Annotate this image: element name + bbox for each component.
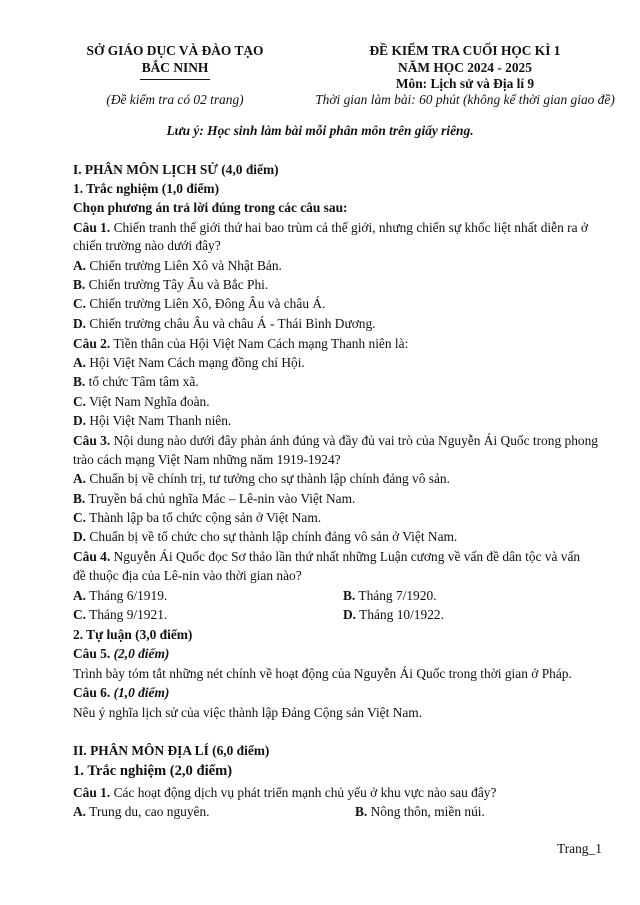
province-underline [140,79,210,80]
q1-option-a: A. Chiến trường Liên Xô và Nhật Bản. [73,258,282,273]
q5-heading: Câu 5. (2,0 điểm) [73,646,170,661]
q4-option-b: B. Tháng 7/1920. [343,588,437,603]
q2-stem: Câu 2. Tiền thân của Hội Việt Nam Cách mạng Thanh niên là: [73,336,409,351]
q4-option-c: C. Tháng 9/1921. [73,607,168,622]
geo-q1-option-b: B. Nông thôn, miền núi. [355,804,485,819]
school-year: NĂM HỌC 2024 - 2025 [398,60,532,75]
q4-option-d: D. Tháng 10/1922. [343,607,444,622]
q1-option-c: C. Chiến trường Liên Xô, Đông Âu và châu Á. [73,296,326,311]
q1-stem-line2: chiến trường nào dưới đây? [73,238,221,253]
q2-option-d: D. Hội Việt Nam Thanh niên. [73,413,232,428]
province-name: BẮC NINH [141,60,209,75]
q3-option-c: C. Thành lập ba tổ chức cộng sản ở Việt Nam. [73,510,322,525]
q2-option-b: B. tổ chức Tâm tâm xã. [73,374,199,389]
page-count-note: (Đề kiểm tra có 02 trang) [106,92,244,107]
q5-text: Trình bày tóm tắt những nét chính về hoạt động của Nguyễn Ái Quốc trong thời gian ở Pháp. [73,666,572,681]
history-essay-title: 2. Tự luận (3,0 điểm) [73,627,193,642]
q3-stem-line1: Câu 3. Nội dung nào dưới đây phản ánh đúng và đầy đủ vai trò của Nguyễn Ái Quốc trong phong [73,433,598,448]
q3-option-a: A. Chuẩn bị về chính trị, tư tưởng cho sự thành lập chính đảng vô sản. [73,471,450,486]
q6-heading: Câu 6. (1,0 điểm) [73,685,170,700]
department-name: SỞ GIÁO DỤC VÀ ĐÀO TẠO [86,43,264,58]
history-mc-title: 1. Trắc nghiệm (1,0 điểm) [73,181,220,196]
q1-option-d: D. Chiến trường châu Âu và châu Á - Thái Bình Dương. [73,316,376,331]
geo-q1-stem: Câu 1. Các hoạt động dịch vụ phát triển mạnh chủ yếu ở khu vực nào sau đây? [73,785,497,800]
q1-stem-line1: Câu 1. Chiến tranh thế giới thứ hai bao trùm cả thế giới, nhưng chiến sự khốc liệt nhất diễn ra ở [73,220,588,235]
exam-title: ĐỀ KIỂM TRA CUỐI HỌC KÌ 1 [369,43,561,58]
q3-option-d: D. Chuẩn bị về tổ chức cho sự thành lập chính đảng vô sản ở Việt Nam. [73,529,458,544]
q4-stem-line1: Câu 4. Nguyễn Ái Quốc đọc Sơ thảo lần thứ nhất những Luận cương về vấn đề dân tộc và vấn [73,549,581,564]
time-note: Thời gian làm bài: 60 phút (không kể thời gian giao đề) [315,92,615,107]
q4-stem-line2: đề thuộc địa của Lê-nin vào thời gian nào? [73,568,302,583]
page-number: Trang_1 [557,841,602,856]
geography-section-title: II. PHÂN MÔN ĐỊA LÍ (6,0 điểm) [73,743,270,758]
q2-option-a: A. Hội Việt Nam Cách mạng đồng chí Hội. [73,355,305,370]
q2-option-c: C. Việt Nam Nghĩa đoàn. [73,394,210,409]
history-section-title: I. PHÂN MÔN LỊCH SỬ (4,0 điểm) [73,162,279,177]
history-instruction: Chọn phương án trả lời đúng trong các câu sau: [73,200,348,215]
q6-text: Nêu ý nghĩa lịch sử của việc thành lập Đảng Cộng sản Việt Nam. [73,705,423,720]
geography-mc-title: 1. Trắc nghiệm (2,0 điểm) [73,763,233,779]
subject-name: Môn: Lịch sử và Địa lí 9 [395,76,535,91]
notice: Lưu ý: Học sinh làm bài mỗi phân môn trên giấy riêng. [166,123,474,138]
q4-option-a: A. Tháng 6/1919. [73,588,168,603]
q3-stem-line2: trào cách mạng Việt Nam những năm 1919-1924? [73,452,341,467]
q3-option-b: B. Truyền bá chủ nghĩa Mác – Lê-nin vào Việt Nam. [73,491,356,506]
geo-q1-option-a: A. Trung du, cao nguyên. [73,804,210,819]
q1-option-b: B. Chiến trường Tây Âu và Bắc Phi. [73,277,269,292]
